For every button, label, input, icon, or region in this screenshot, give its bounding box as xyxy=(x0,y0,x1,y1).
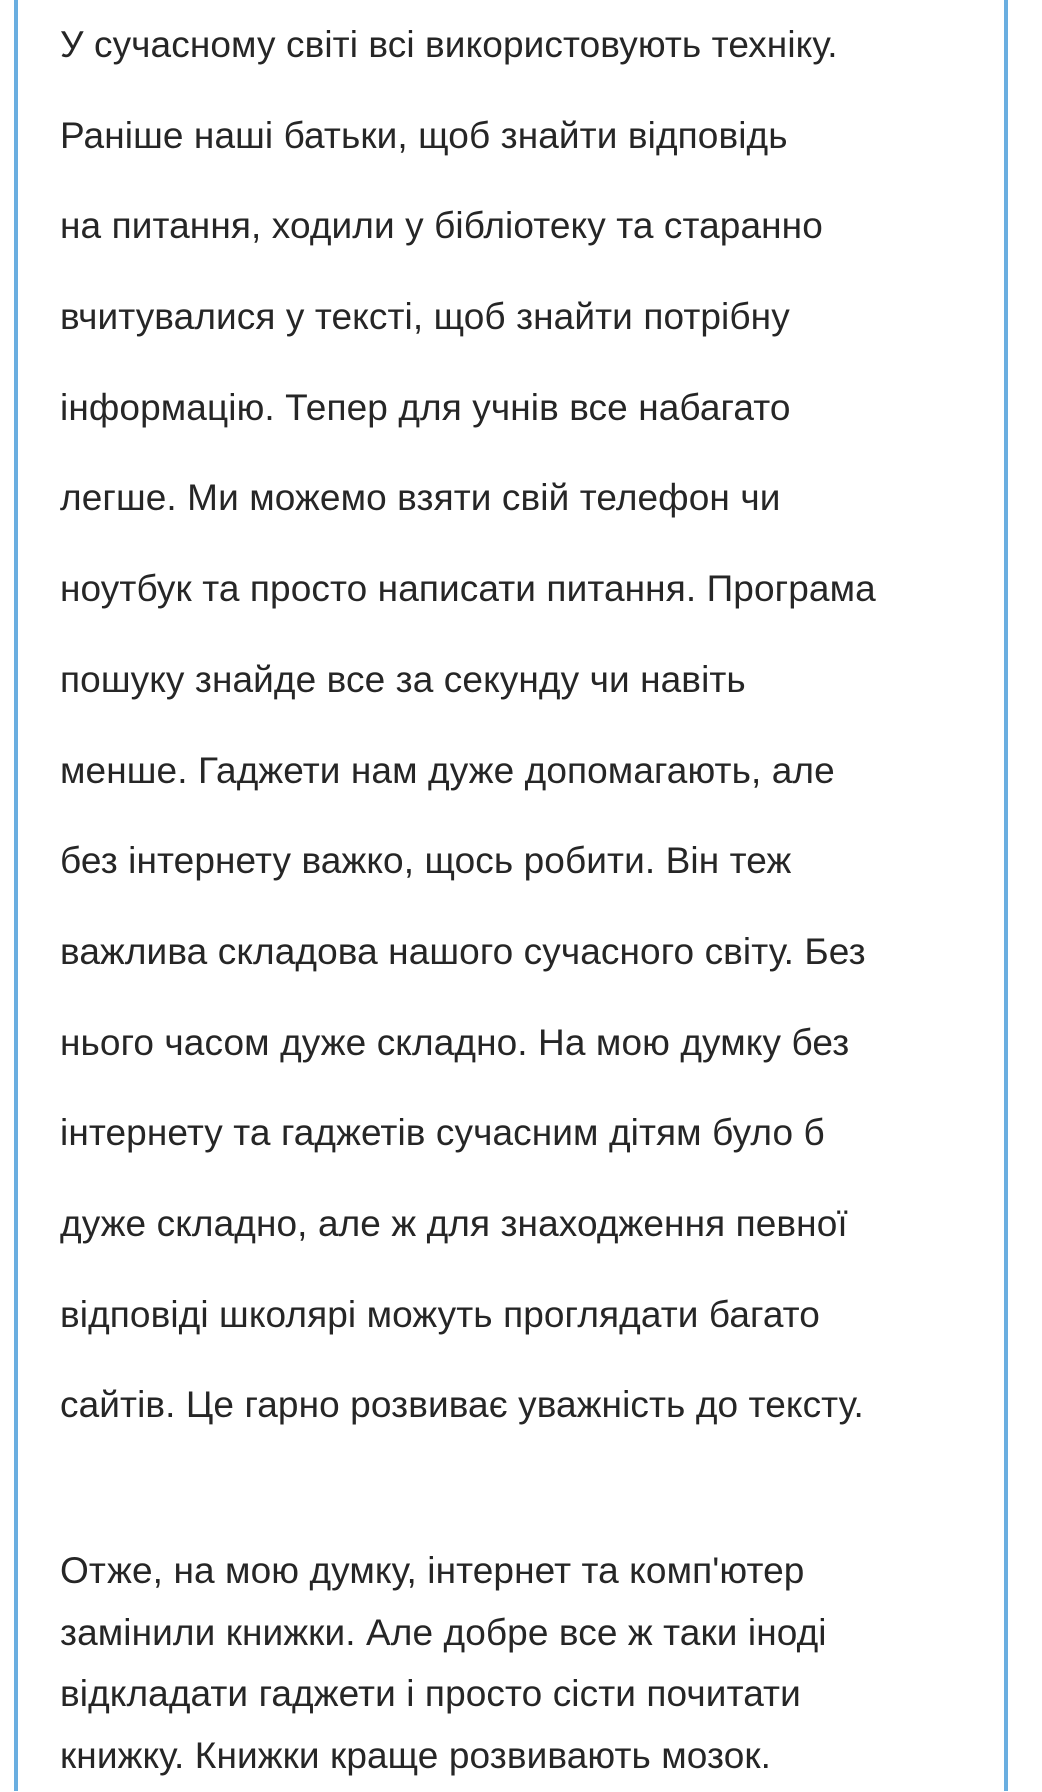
text-line: Отже, на мою думку, інтернет та комп'ютер xyxy=(60,1546,990,1608)
text-line: інформацію. Тепер для учнів все набагато xyxy=(60,381,990,472)
text-line: важлива складова нашого сучасного світу. Без xyxy=(60,925,990,1016)
text-line: ноутбук та просто написати питання. Програма xyxy=(60,562,990,653)
text-line: У сучасному світі всі використовують техніку. xyxy=(60,18,990,109)
text-line: відповіді школярі можуть проглядати багато xyxy=(60,1288,990,1379)
text-line: на питання, ходили у бібліотеку та старанно xyxy=(60,199,990,290)
text-line: інтернету та гаджетів сучасним дітям було б xyxy=(60,1106,990,1197)
text-line: замінили книжки. Але добре все ж таки іноді xyxy=(60,1608,990,1670)
paragraph-2 xyxy=(60,1546,990,1792)
left-border-line xyxy=(14,0,18,1791)
text-line: без інтернету важко, щось робити. Він теж xyxy=(60,834,990,925)
paragraph-1 xyxy=(60,18,990,1469)
text-line: відкладати гаджети і просто сісти почитати xyxy=(60,1669,990,1731)
text-line: сайтів. Це гарно розвиває уважність до тексту. xyxy=(60,1378,990,1469)
text-line: пошуку знайде все за секунду чи навіть xyxy=(60,653,990,744)
text-line: книжку. Книжки краще розвивають мозок. xyxy=(60,1731,990,1792)
text-line: легше. Ми можемо взяти свій телефон чи xyxy=(60,471,990,562)
text-line: Раніше наші батьки, щоб знайти відповідь xyxy=(60,109,990,200)
right-border-line xyxy=(1004,0,1008,1791)
text-line: нього часом дуже складно. На мою думку без xyxy=(60,1016,990,1107)
text-line: менше. Гаджети нам дуже допомагають, але xyxy=(60,744,990,835)
text-line: дуже складно, але ж для знаходження певної xyxy=(60,1197,990,1288)
text-line: вчитувалися у тексті, щоб знайти потрібну xyxy=(60,290,990,381)
